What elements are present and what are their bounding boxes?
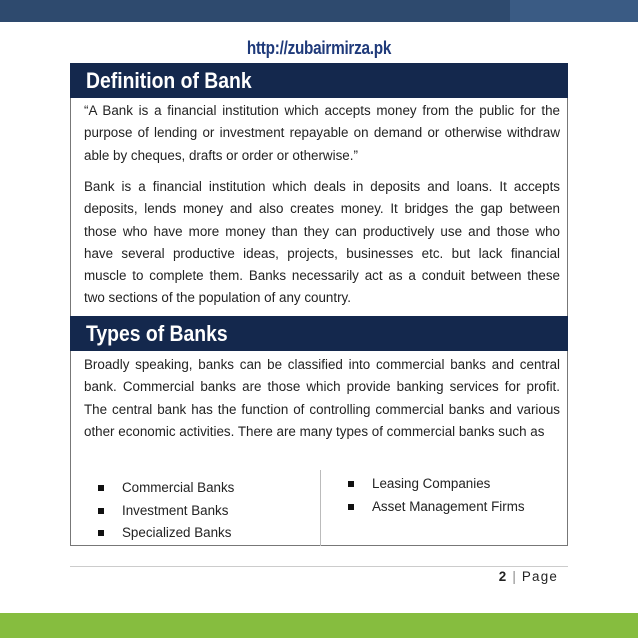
top-banner-accent [510,0,638,22]
list-item: Commercial Banks [98,477,308,500]
page-footer [499,569,558,584]
definition-body-paragraph: Bank is a financial institution which deals in deposits and loans. It accepts deposits, lends money and also creates money. It bridges the gap between those who have more money than they can productively use and those who have several productive ideas, projects, businesses etc. but lack financial muscle to complete them. Banks necessarily act as a conduit between these two sections of the population of any country. [84,179,560,306]
bottom-banner-bar [0,613,638,638]
page-number: 2 [498,569,508,584]
list-item: Investment Banks [98,500,308,523]
section-title-definition [70,63,568,98]
footer-divider [70,566,568,567]
types-body-paragraph: Broadly speaking, banks can be classified into commercial banks and central bank. Commercial banks are those which provide banking services for profit. The central bank has the function of controlling commercial banks and various other economic activities. There are many types of commercial banks such as [84,357,560,439]
footer-separator: | [512,569,517,584]
page-label: Page [521,569,558,584]
list-item: Specialized Banks [98,522,308,545]
site-url-header[interactable]: http://zubairmirza.pk [246,38,392,58]
bank-types-list-right [348,473,558,518]
section-title-types-text: Types of Banks [86,321,228,346]
section-title-types [70,316,568,351]
section-title-definition-text: Definition of Bank [86,68,252,93]
list-item: Asset Management Firms [348,496,558,519]
list-column-divider [320,470,321,546]
bank-types-list-left [98,477,308,545]
definition-quote-paragraph: “A Bank is a financial institution which accepts money from the public for the purpose of lending or investment repayable on demand or otherwise withdraw able by cheques, drafts or order or otherwise.” [84,103,560,163]
list-item: Leasing Companies [348,473,558,496]
